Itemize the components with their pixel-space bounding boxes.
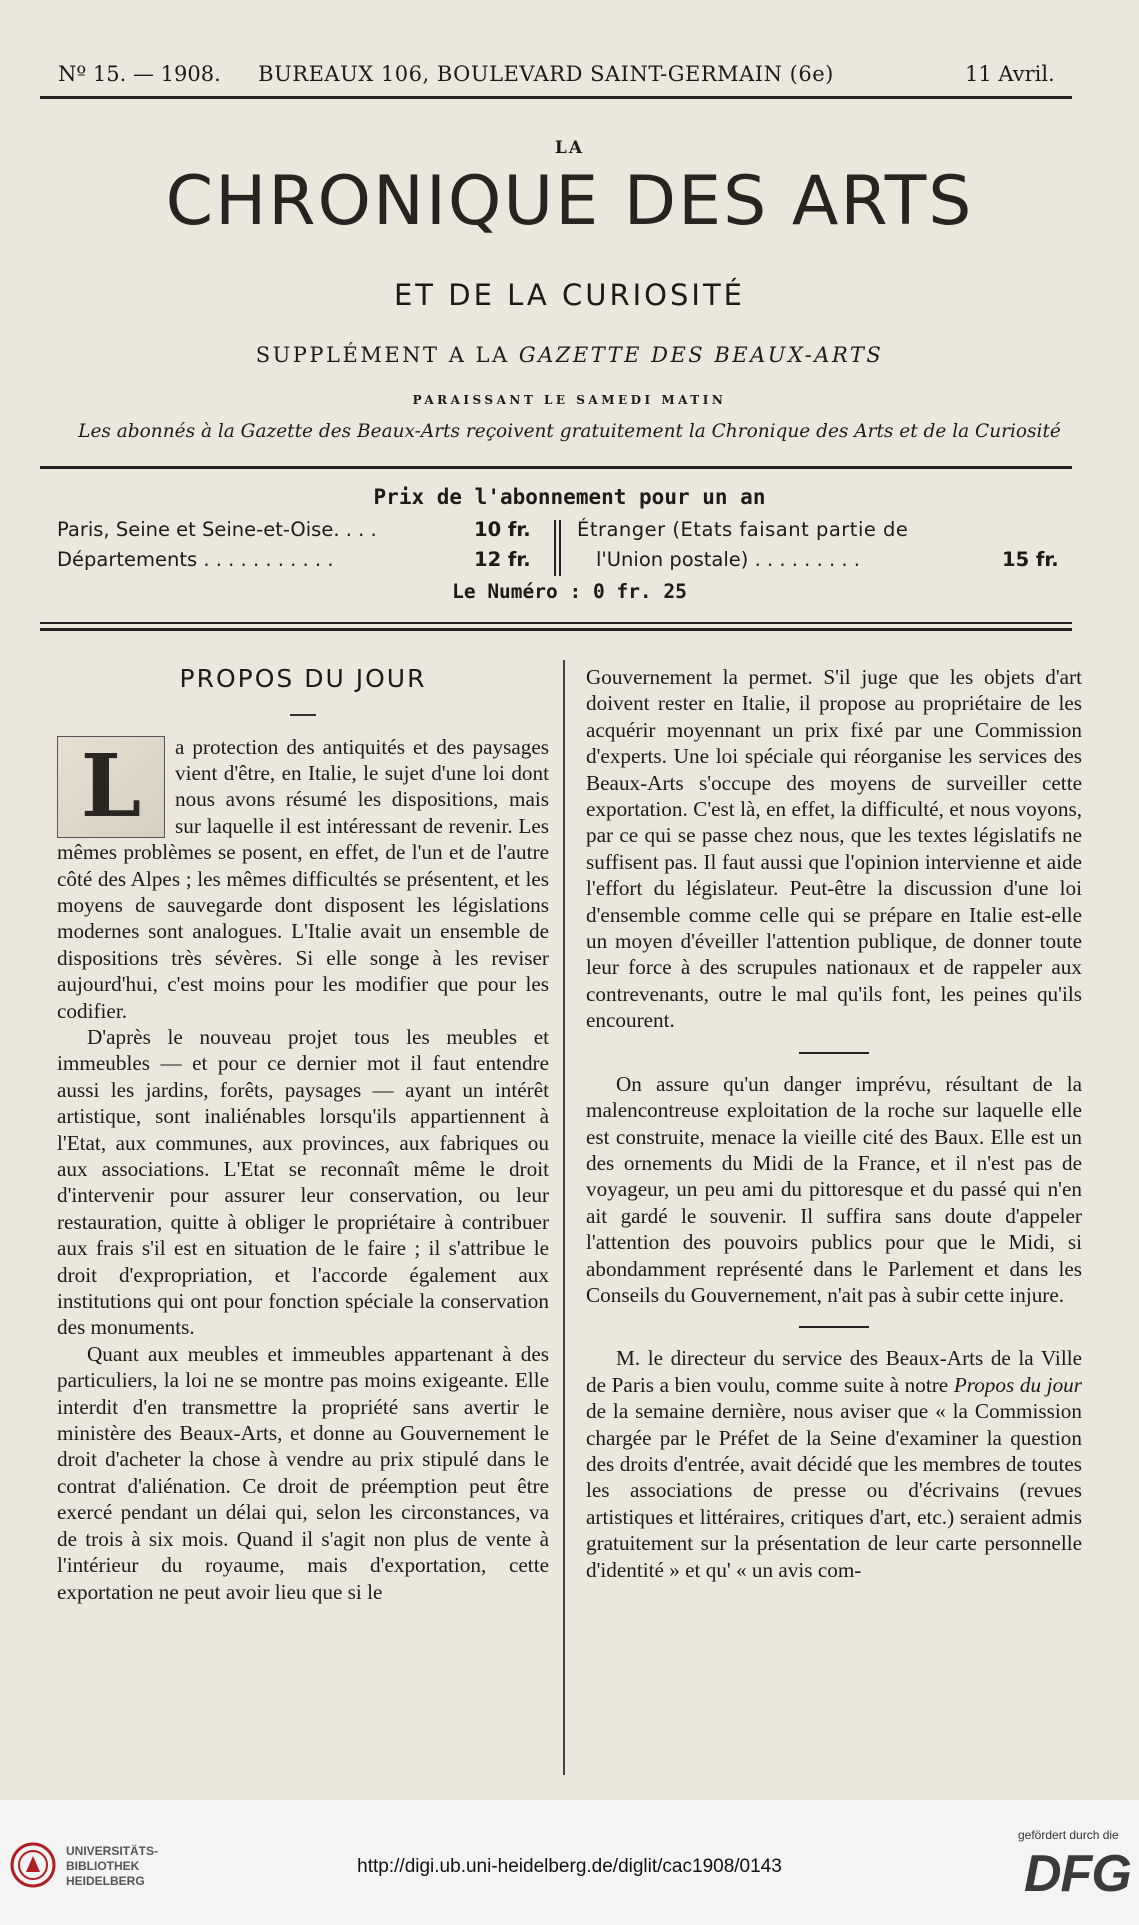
departements-label: Départements . . . . . . . . . . .	[57, 548, 334, 571]
dfg-logo: DFG	[1024, 1845, 1131, 1903]
subscription-divider	[554, 520, 556, 576]
foreign-label-cont: l'Union postale) . . . . . . . . .	[596, 548, 860, 571]
funded-by-text: gefördert durch die	[1018, 1828, 1119, 1842]
page-title: CHRONIQUE DES ARTS	[165, 162, 974, 241]
dropcap-letter: L	[80, 735, 142, 837]
issue-number: Nº 15. — 1908.	[58, 62, 221, 86]
right-column	[586, 664, 1082, 1583]
paris-price: 10 fr.	[474, 518, 531, 541]
title-article: LA	[554, 138, 585, 158]
subscription-rule	[40, 622, 1072, 624]
issue-date: 11 Avril.	[965, 62, 1055, 86]
digitization-footer	[0, 1800, 1139, 1925]
article-paragraph: M. le directeur du service des Beaux-Arts de la Ville de Paris a bien voulu, comme suite à notre Propos du jour de la semaine dernière, nous aviser que « la Commission chargée par le Préfet de la Seine d'examiner la question des droits d'entrée, avait décidé que les membres de toutes les associations de presse ou d'écrivains (revues artistiques et littéraires, critiques d'art, etc.) seraient admis gratuitement sur la présentation de leur carte personnelle d'identité » et qu' « un avis com-	[586, 1346, 1083, 1582]
subscriber-notice: Les abonnés à la Gazette des Beaux-Arts reçoivent gratuitement la Chronique des Arts et de la Curiosité	[78, 421, 1061, 442]
departements-price: 12 fr.	[474, 548, 531, 571]
title-subtitle: ET DE LA CURIOSITÉ	[393, 278, 745, 312]
supplement-line: SUPPLÉMENT A LA GAZETTE DES BEAUX-ARTS	[255, 343, 884, 367]
heading-dash	[290, 714, 316, 716]
section-separator	[799, 1052, 869, 1054]
foreign-label: Étranger (Etats faisant partie de	[577, 518, 909, 541]
paris-label: Paris, Seine et Seine-et-Oise. . . .	[57, 518, 377, 541]
single-issue-price: Le Numéro : 0 fr. 25	[452, 580, 687, 603]
article-paragraph: D'après le nouveau projet tous les meubles et immeubles — et pour ce dernier mot il faut entendre aussi les jardins, forêts, paysages — ayant un intérêt artistique, sont inaliénables lorsqu'ils appartiennent à l'Etat, aux communes, aux provinces, aux fabriques ou aux associations. L'Etat se reconnaît même le droit d'intervenir pour assurer leur conservation, ou leur restauration, quitte à obliger le propriétaire à contribuer aux frais s'il est en situation de le faire ; il s'attribue le droit d'expropriation, et l'accorde également aux institutions qui ont pour fonction spéciale la conservation des monuments.	[57, 1024, 549, 1340]
article-paragraph: On assure qu'un danger imprévu, résultant de la malencontreuse exploitation de la roche sur laquelle elle est construite, menace la vieille cité des Baux. Elle est un des ornements du Midi de la France, et il n'est pas de voyageur, un peu ami du pittoresque et du passé qui n'en ait gardé le souvenir. Il suffira sans doute d'appeler l'attention des pouvoirs publics pour que le Midi, si abondamment représenté dans le Parlement et dans les Conseils du Gouvernement, n'ait pas à subir cette injure.	[586, 1071, 1082, 1307]
left-column	[57, 664, 549, 1605]
gazette-title: GAZETTE DES BEAUX-ARTS	[518, 343, 884, 367]
article-paragraph: Gouvernement la permet. S'il juge que les objets d'art doivent rester en Italie, il propose au propriétaire de les acquérir moyennant un prix fixé par une Commission d'experts. Une loi spéciale qui réorganise les services des Beaux-Arts s'occupe des moyens de surveiller cette exportation. C'est là, en effet, la difficulté, et nous voyons, par ce qui se passe chez nous, que les textes législatifs ne suffisent pas. Il faut aussi que l'opinion intervienne et aide l'effort du législateur. Peut-être la discussion d'une loi d'ensemble comme celle qui se prépare en Italie est-elle un moyen d'éveiller l'attention publique, de donner toute leur force à des scrupules nationaux et de rappeler aux contrevenants, outre le mal qu'ils font, les peines qu'ils encourent.	[586, 665, 1082, 1033]
schedule-line: PARAISSANT LE SAMEDI MATIN	[412, 393, 727, 407]
article-paragraph: Quant aux meubles et immeubles appartenant à des particuliers, la loi ne se montre pas moins exigeante. Elle interdit d'en transmettre la propriété sans avertir le ministère des Beaux-Arts, et donne au Gouvernement le droit d'acheter la chose à vendre au prix stipulé dans le contrat d'aliénation. Ce droit de préemption peut être exercé pendant un délai qui, selon les circonstances, va de trois à six mois. Quand il s'agit non plus de vente à l'intérieur du royaume, mais d'exportation, cette exportation ne peut avoir lieu que si le	[57, 1341, 549, 1604]
subscription-divider	[559, 520, 561, 576]
section-separator	[799, 1326, 869, 1328]
source-url-link[interactable]: http://digi.ub.uni-heidelberg.de/diglit/cac1908/0143	[357, 1856, 782, 1877]
column-divider	[563, 660, 565, 1775]
ornamental-dropcap	[57, 736, 165, 838]
article-heading: PROPOS DU JOUR	[179, 664, 427, 693]
office-address: BUREAUX 106, BOULEVARD SAINT-GERMAIN (6e)	[258, 62, 834, 86]
foreign-price: 15 fr.	[1002, 548, 1059, 571]
library-name: UNIVERSITÄTS- BIBLIOTHEK HEIDELBERG	[66, 1844, 159, 1888]
article-paragraph: a protection des antiquités et des paysages vient d'être, en Italie, le sujet d'une loi dont nous avons résumé les dispositions, mais sur laquelle il est intéressant de revenir. Les mêmes problèmes se posent, en effet, de l'un et de l'autre côté des Alpes ; les mêmes difficultés se présentent, et les moyens de sauvegarde dont disposent les législations modernes sont analogues. L'Italie avait un ensemble de dispositions très sévères. Si elle songe à les reviser aujourd'hui, c'est moins pour les modifier que pour les codifier.	[57, 734, 549, 1023]
subscription-heading: Prix de l'abonnement pour un an	[373, 485, 766, 509]
masthead-rule	[40, 96, 1072, 99]
title-rule	[40, 466, 1072, 469]
subscription-rule	[40, 628, 1072, 631]
propos-du-jour-ref: Propos du jour	[953, 1372, 1083, 1397]
